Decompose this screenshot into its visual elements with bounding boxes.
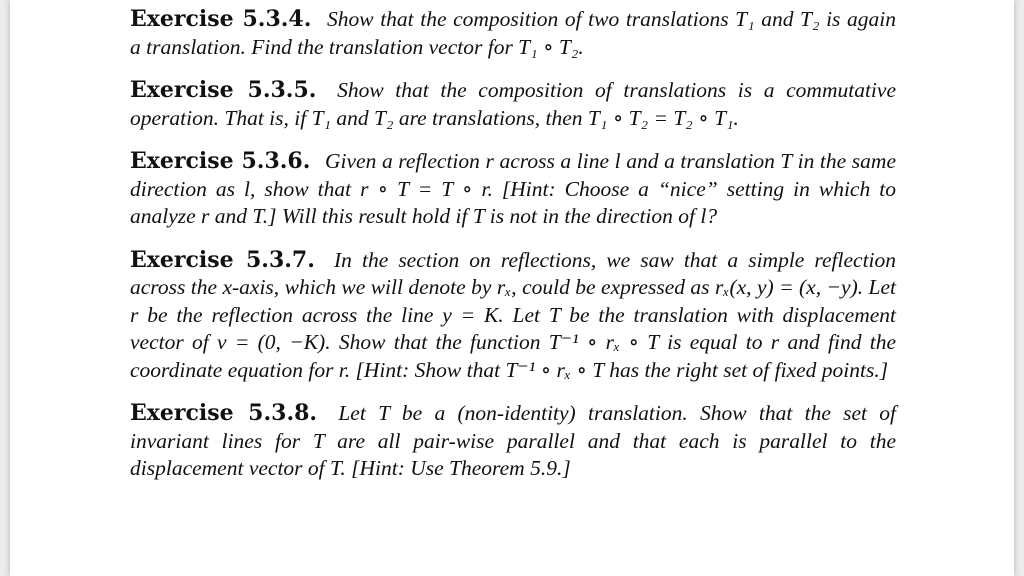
exercise-label: Exercise 5.3.7.: [130, 246, 315, 273]
exercise-text: Show that the composition of two translations T₁ and T₂ is again a translation. Find the translation vector for T₁ ∘ T₂.: [130, 7, 897, 59]
exercise-5-3-7: [130, 247, 896, 385]
exercise-label: Exercise 5.3.6.: [130, 148, 311, 174]
exercise-text: Let T be a (non-identity) translation. Show that the set of invariant lines for T are all pair-wise parallel and that each is parallel to the displacement vector of T. [Hint: Use Theorem 5.9.]: [130, 401, 897, 480]
exercise-5-3-6: [130, 148, 896, 231]
exercise-list: [130, 6, 896, 499]
exercise-5-3-8: [130, 400, 896, 483]
exercise-label: Exercise 5.3.5.: [130, 77, 317, 103]
exercise-label: Exercise 5.3.4.: [130, 6, 312, 32]
exercise-text: In the section on reflections, we saw that a simple reflection across the x-axis, which we will denote by rₓ, could be expressed as rₓ(x, y) = (x, −y). Let r be the reflection across the line y = K. Let T be the translation with displacement vector of v = (0, −K). Show that the function T⁻¹ ∘ rₓ ∘ T is equal to r and find the coordinate equation for r. [Hint: Show that T⁻¹ ∘ rₓ ∘ T has the right set of fixed points.]: [130, 247, 897, 382]
exercise-5-3-4: [130, 6, 896, 61]
exercise-label: Exercise 5.3.8.: [130, 400, 318, 426]
exercise-5-3-5: [130, 77, 896, 132]
document-page: [10, 0, 1014, 576]
exercise-text: Show that the composition of translations is a commutative operation. That is, if T₁ and T₂ are translations, then T₁ ∘ T₂ = T₂ ∘ T₁.: [130, 78, 896, 130]
exercise-text: Given a reflection r across a line l and a translation T in the same direction as l, show that r ∘ T = T ∘ r. [Hint: Choose a “nice” setting in which to analyze r and T.] Will this result hold if T is not in the direction of l?: [130, 149, 896, 228]
